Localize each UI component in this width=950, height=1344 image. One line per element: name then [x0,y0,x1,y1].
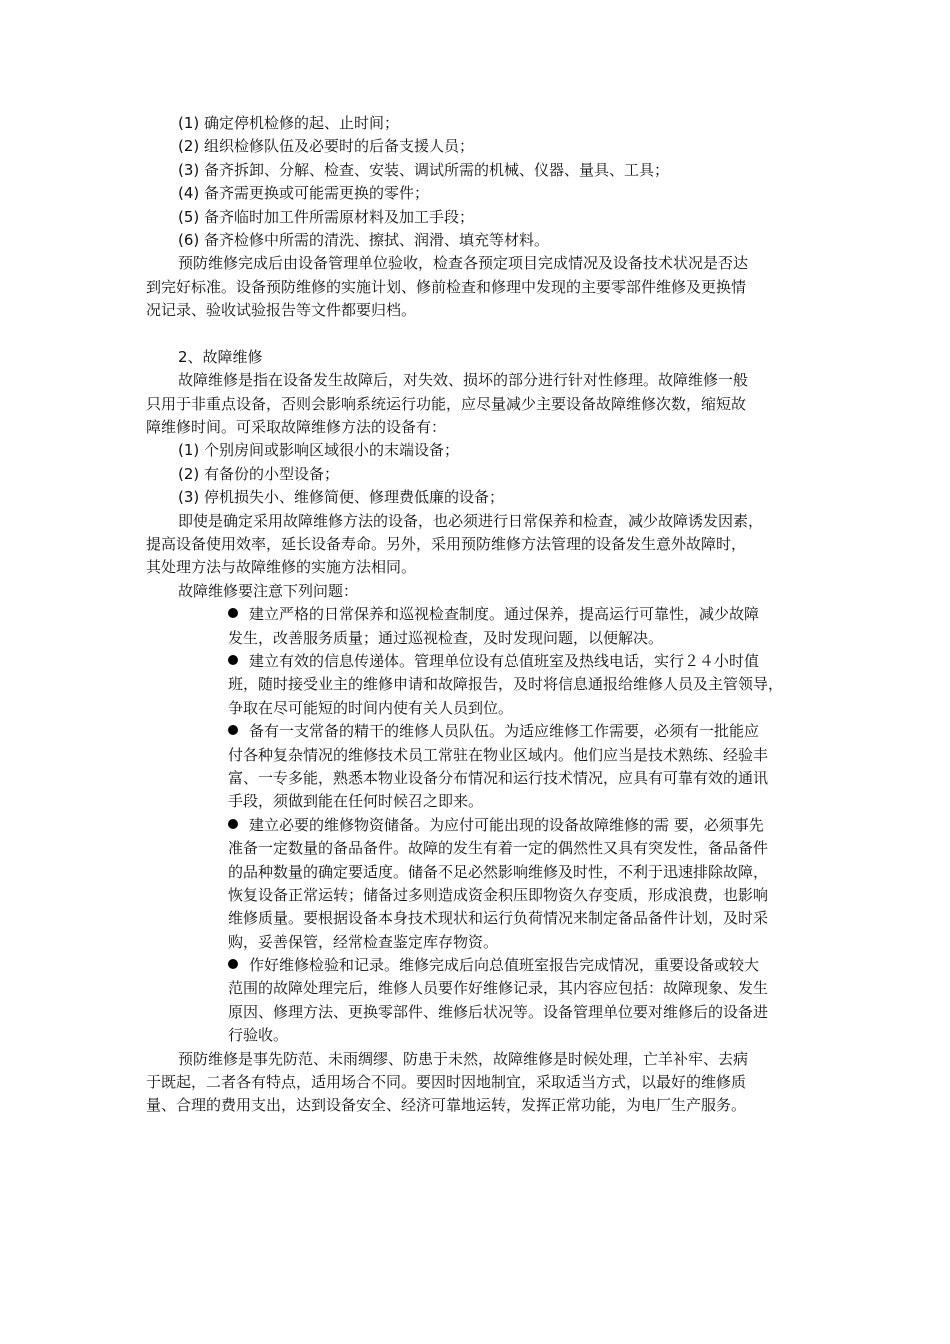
even-paragraph [146,510,806,580]
bullet-text: 购，妥善保管，经常检查鉴定库存物资。 [228,932,499,951]
bullet-text: 原因、修理方法、更换零部件、维修后状况等。设备管理单位要对维修后的设备进 [228,1002,769,1021]
paragraph-line: 量、合理的费用支出，达到设备安全、经济可靠地运转，发挥正常功能，为电厂生产服务。 [146,1096,747,1115]
paragraph-line: 故障维修是指在设备发生故障后，对失效、损坏的部分进行针对性修理。故障维修一般 [178,371,749,390]
fault-item: (1) 个别房间或影响区域很小的末端设备； [178,441,460,460]
bullet-text: 的品种数量的确定要适度。储备不足必然影响维修及时性，不利于迅速排除故障， [228,862,769,881]
bullet-item [228,954,806,1048]
paragraph-line: 预防维修是事先防范、未雨绸缪、防患于未然，故障维修是时候处理，亡羊补牢、去病 [178,1049,749,1068]
bullet-text: 备有一支常备的精干的维修人员队伍。为适应维修工作需要，必须有一批能应 [249,722,760,741]
bullet-text: 准备一定数量的备品备件。故障的发生有着一定的偶然性又具有突发性，备品备件 [228,839,769,858]
bullet-text: 行验收。 [228,1026,289,1045]
prep-item: (4) 备齐需更换或可能需更换的零件； [178,184,430,203]
fault-list [146,439,806,509]
paragraph-line: 预防维修完成后由设备管理单位验收，检查各预定项目完成情况及设备技术状况是否达 [178,254,749,273]
bullet-dot-icon [228,655,238,665]
bullet-text: 发生，改善服务质量；通过巡视检查，及时发现问题，以便解决。 [228,628,664,647]
bullet-text: 付各种复杂情况的维修技术员工常驻在物业区域内。他们应当是技术熟练、经验丰 [228,745,769,764]
prep-item: (3) 备齐拆卸、分解、检查、安装、调试所需的机械、仪器、量具、工具； [178,160,670,179]
document-page [146,112,806,1118]
paragraph-line: 障维修时间。可采取故障维修方法的设备有： [146,418,447,437]
bullet-dot-icon [228,819,238,829]
prep-item: (1) 确定停机检修的起、止时间； [178,114,400,132]
paragraph-line: 即使是确定采用故障维修方法的设备，也必须进行日常保养和检查，减少故障诱发因素， [178,511,764,530]
bullet-item [228,720,806,814]
bullet-item [228,814,806,954]
fault-item: (2) 有备份的小型设备； [178,464,340,483]
bullet-dot-icon [228,608,238,618]
acceptance-paragraph [146,252,806,322]
bullet-text: 建立有效的信息传递体。管理单位设有总值班室及热线电话，实行２４小时值 [249,651,760,670]
bullet-item [228,650,806,720]
bullet-text: 争取在尽可能短的时间内使有关人员到位。 [228,698,514,717]
paragraph-line: 提高设备使用效率，延长设备寿命。另外，采用预防维修方法管理的设备发生意外故障时， [146,535,747,554]
bullet-text: 富、一专多能，熟悉本物业设备分布情况和运行技术情况，应具有可靠有效的通讯 [228,768,769,787]
bullet-item [228,603,806,650]
paragraph-line: 于既起，二者各有特点，适用场合不同。要因时因地制宜，采取适当方式，以最好的维修质 [146,1073,747,1092]
bullet-text: 班，随时接受业主的维修申请和故障报告，及时将信息通报给维修人员及主管领导， [228,675,784,694]
notice-heading: 故障维修要注意下列问题： [178,581,359,600]
fault-item: (3) 停机损失小、维修简便、修理费低廉的设备； [178,488,505,507]
bullet-text: 手段，须做到能在任何时候召之即来。 [228,792,484,811]
paragraph-line: 况记录、验收试验报告等文件都要归档。 [146,301,417,320]
prep-list [146,112,806,252]
bullet-text: 建立必要的维修物资储备。为应付可能出现的设备故障维修的需 要，必须事先 [249,815,764,834]
section-heading: 2、故障维修 [178,347,263,366]
closing-paragraph [146,1048,806,1118]
bullet-list [146,603,806,1047]
bullet-text: 范围的故障处理完后，维修人员要作好维修记录，其内容应包括：故障现象、发生 [228,979,769,998]
prep-item: (2) 组织检修队伍及必要时的后备支援人员； [178,137,475,156]
bullet-dot-icon [228,725,238,735]
bullet-dot-icon [228,959,238,969]
bullet-text: 恢复设备正常运转；储备过多则造成资金积压即物资久存变质，形成浪费，也影响 [228,885,769,904]
bullet-text: 建立严格的日常保养和巡视检查制度。通过保养，提高运行可靠性，减少故障 [249,605,760,624]
paragraph-line: 到完好标准。设备预防维修的实施计划、修前检查和修理中发现的主要零部件维修及更换情 [146,277,747,296]
bullet-text: 维修质量。要根据设备本身技术现状和运行负荷情况来制定备品备件计划，及时采 [228,909,769,928]
blank-line [146,323,806,346]
paragraph-line: 只用于非重点设备，否则会影响系统运行功能，应尽量减少主要设备故障维修次数，缩短故 [146,394,747,413]
prep-item: (5) 备齐临时加工件所需原材料及加工手段； [178,207,475,226]
paragraph-line: 其处理方法与故障维修的实施方法相同。 [146,558,417,577]
bullet-text: 作好维修检验和记录。维修完成后向总值班室报告完成情况，重要设备或较大 [249,956,760,975]
prep-item: (6) 备齐检修中所需的清洗、擦拭、润滑、填充等材料。 [178,230,550,249]
section2-intro [146,369,806,439]
